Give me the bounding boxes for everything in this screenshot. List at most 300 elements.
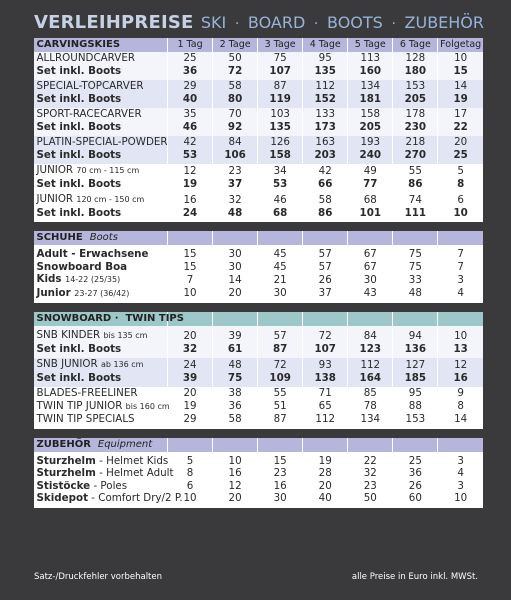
price-cell: 230 — [393, 121, 438, 134]
price-cell: 25 — [438, 149, 483, 162]
table-row — [34, 108, 484, 121]
price-cell: 13 — [438, 343, 483, 356]
price-cell: 55 — [258, 387, 303, 400]
price-cell: 39 — [168, 372, 213, 385]
section-header-zubehoer — [34, 438, 484, 452]
price-cell: 180 — [393, 65, 438, 78]
row-label: SPORT-RACECARVER — [34, 108, 168, 121]
price-cell: 12 — [438, 358, 483, 372]
price-cell: 3 — [438, 455, 483, 468]
price-cell: 270 — [393, 149, 438, 162]
price-cell: 23 — [258, 467, 303, 480]
price-cell: 5 — [168, 455, 213, 468]
footer-price-note: alle Preise in Euro inkl. MWSt. — [351, 572, 478, 582]
price-cell: 126 — [258, 136, 303, 149]
row-label-note: ab 136 cm — [100, 360, 144, 369]
price-cell: 19 — [438, 93, 483, 106]
price-cell: 111 — [393, 207, 438, 220]
price-cell: 185 — [393, 372, 438, 385]
column-header: Folgetag — [438, 38, 483, 52]
table-row — [34, 480, 484, 493]
row-label-text: Sturzhelm — [36, 454, 96, 467]
price-cell: 181 — [348, 93, 393, 106]
price-cell: 40 — [168, 93, 213, 106]
price-cell: 30 — [258, 492, 303, 505]
row-label-note: bis 160 cm — [125, 401, 170, 411]
price-cell: 25 — [168, 52, 213, 65]
price-cell: 158 — [348, 108, 393, 121]
price-cell: 68 — [258, 207, 303, 220]
section-title-text: ZUBEHÖR — [36, 438, 91, 450]
price-cell: 51 — [258, 400, 303, 414]
price-cell: 85 — [348, 387, 393, 400]
row-label: Set inkl. Boots — [34, 93, 168, 106]
price-cell: 75 — [393, 248, 438, 261]
price-cell: 112 — [303, 413, 348, 426]
price-cell: 87 — [258, 413, 303, 426]
price-cell: 178 — [393, 108, 438, 121]
price-cell: 153 — [393, 80, 438, 93]
price-cell: 29 — [168, 413, 213, 426]
row-label — [34, 273, 168, 287]
page-title — [34, 12, 484, 38]
row-label — [34, 358, 168, 372]
row-label-text: SNB KINDER — [36, 329, 101, 341]
price-cell: 10 — [438, 492, 483, 505]
price-cell: 48 — [213, 207, 258, 220]
row-label-note: 120 cm - 150 cm — [76, 195, 145, 204]
price-cell: 119 — [258, 93, 303, 106]
price-cell: 153 — [393, 413, 438, 426]
section-gap — [34, 429, 168, 438]
table-row — [34, 492, 484, 505]
price-cell: 16 — [258, 480, 303, 493]
row-label-text: Junior — [36, 286, 71, 299]
price-cell: 163 — [303, 136, 348, 149]
price-cell: 20 — [168, 329, 213, 343]
price-cell: 50 — [213, 52, 258, 65]
price-cell: 95 — [303, 52, 348, 65]
row-label-note: - Poles — [93, 479, 128, 492]
row-label-text: TWIN TIP JUNIOR — [36, 399, 123, 412]
price-cell: 164 — [348, 372, 393, 385]
price-cell: 71 — [303, 387, 348, 400]
section-title: CARVINGSKIES — [34, 38, 168, 52]
section-title — [34, 312, 184, 326]
price-cell: 12 — [168, 164, 213, 178]
price-cell: 21 — [258, 273, 303, 287]
table-row — [34, 52, 484, 65]
row-label — [34, 287, 168, 301]
price-cell: 75 — [393, 261, 438, 274]
table-row — [34, 207, 484, 220]
title-category-boots: BOOTS — [327, 13, 383, 32]
price-cell: 101 — [348, 207, 393, 220]
price-cell: 32 — [348, 467, 393, 480]
row-label — [34, 492, 183, 505]
price-cell: 57 — [258, 329, 303, 343]
price-cell: 103 — [258, 108, 303, 121]
section-title-separator: · — [114, 313, 119, 324]
price-cell: 173 — [303, 121, 348, 134]
price-cell: 86 — [393, 178, 438, 191]
price-cell: 67 — [348, 261, 393, 274]
row-label-text: SNB JUNIOR — [36, 358, 98, 370]
row-label-text: JUNIOR — [36, 164, 74, 176]
price-cell: 112 — [303, 80, 348, 93]
price-cell: 84 — [348, 329, 393, 343]
section-header-carving — [34, 38, 484, 52]
price-cell: 26 — [393, 480, 438, 493]
price-cell: 25 — [393, 455, 438, 468]
price-cell: 37 — [303, 287, 348, 301]
price-cell: 35 — [168, 108, 213, 121]
price-cell: 30 — [348, 273, 393, 287]
price-cell: 36 — [213, 400, 258, 414]
price-cell: 7 — [438, 248, 483, 261]
table-row — [34, 193, 484, 207]
price-cell: 20 — [438, 136, 483, 149]
price-cell: 136 — [393, 343, 438, 356]
price-cell: 30 — [258, 287, 303, 301]
table-row — [34, 343, 484, 356]
price-cell: 7 — [168, 273, 213, 287]
section-subtitle: Boots — [89, 232, 118, 243]
table-row — [34, 372, 484, 385]
price-cell: 30 — [213, 261, 258, 274]
price-cell: 37 — [213, 178, 258, 191]
row-label-text: JUNIOR — [36, 193, 74, 205]
price-cell: 6 — [168, 480, 213, 493]
price-cell: 87 — [258, 343, 303, 356]
price-cell: 12 — [213, 480, 258, 493]
price-cell: 16 — [168, 193, 213, 207]
price-cell: 6 — [438, 193, 483, 207]
price-cell: 53 — [258, 178, 303, 191]
row-label-text: Sturzhelm — [36, 467, 96, 479]
column-header: 4 Tage — [303, 38, 348, 52]
price-cell: 15 — [258, 455, 303, 468]
column-header: 2 Tage — [213, 38, 258, 52]
price-cell: 24 — [168, 207, 213, 220]
price-cell: 22 — [438, 121, 483, 134]
title-separator: · — [391, 16, 396, 32]
price-cell: 240 — [348, 149, 393, 162]
price-cell: 75 — [258, 52, 303, 65]
price-cell: 36 — [393, 467, 438, 480]
price-cell: 61 — [213, 343, 258, 356]
price-cell: 3 — [438, 480, 483, 493]
price-cell: 58 — [213, 413, 258, 426]
price-cell: 10 — [168, 492, 213, 505]
table-row — [34, 287, 484, 301]
price-cell: 29 — [168, 80, 213, 93]
price-cell: 205 — [393, 93, 438, 106]
price-cell: 134 — [348, 413, 393, 426]
price-cell: 218 — [393, 136, 438, 149]
price-cell: 28 — [303, 467, 348, 480]
price-cell: 158 — [258, 149, 303, 162]
price-cell: 8 — [168, 467, 213, 480]
price-cell: 7 — [438, 261, 483, 274]
price-cell: 107 — [258, 65, 303, 78]
row-label-note: 23-27 (36/42) — [74, 288, 130, 298]
table-row — [34, 400, 484, 414]
section-gap — [34, 222, 168, 231]
section-title — [34, 438, 168, 452]
section-title-text: SCHUHE — [36, 232, 83, 243]
price-cell: 3 — [438, 273, 483, 287]
table-row — [34, 65, 484, 78]
table-row — [34, 467, 484, 480]
row-label: Set inkl. Boots — [34, 121, 168, 134]
price-cell: 15 — [168, 261, 213, 274]
title-separator: · — [234, 16, 240, 32]
price-cell: 15 — [438, 65, 483, 78]
table-row — [34, 248, 484, 261]
price-cell: 75 — [213, 372, 258, 385]
price-cell: 10 — [438, 207, 483, 220]
price-cell: 14 — [213, 273, 258, 287]
row-label: Set inkl. Boots — [34, 178, 168, 191]
column-header: 5 Tage — [348, 38, 393, 52]
price-cell: 86 — [303, 207, 348, 220]
price-cell: 14 — [438, 80, 483, 93]
row-label — [34, 455, 168, 468]
price-cell: 134 — [348, 80, 393, 93]
price-cell: 36 — [168, 65, 213, 78]
section-header-snowboard — [34, 312, 484, 326]
row-label: Set inkl. Boots — [34, 343, 168, 356]
title-category-zubehoer: ZUBEHÖR — [404, 13, 485, 32]
price-cell: 135 — [303, 65, 348, 78]
price-cell: 92 — [213, 121, 258, 134]
row-label: TWIN TIP SPECIALS — [34, 413, 168, 426]
table-row — [34, 329, 484, 343]
table-row — [34, 121, 484, 134]
price-cell: 34 — [258, 164, 303, 178]
price-cell: 39 — [213, 329, 258, 343]
row-label-note: 14-22 (25/35) — [65, 275, 121, 284]
row-label: Set inkl. Boots — [34, 149, 168, 162]
price-cell: 48 — [393, 287, 438, 301]
footer-disclaimer: Satz-/Druckfehler vorbehalten — [34, 572, 163, 582]
price-cell: 16 — [438, 372, 483, 385]
row-label-note: - Comfort Dry/2 P. — [91, 492, 183, 504]
price-cell: 53 — [168, 149, 213, 162]
row-label — [34, 480, 168, 493]
row-label: ALLROUNDCARVER — [34, 52, 168, 65]
column-header: 3 Tage — [258, 38, 303, 52]
section-subtitle: Equipment — [97, 438, 153, 450]
price-cell: 78 — [348, 400, 393, 414]
row-label-text: Stistöcke — [36, 479, 91, 492]
price-cell: 8 — [438, 400, 483, 414]
price-cell: 193 — [348, 136, 393, 149]
price-cell: 46 — [168, 121, 213, 134]
price-cell: 5 — [438, 164, 483, 178]
table-row — [34, 261, 484, 274]
price-cell: 94 — [393, 329, 438, 343]
row-label — [34, 400, 168, 414]
row-label-text: Kids — [36, 273, 62, 285]
price-cell: 20 — [213, 287, 258, 301]
price-cell: 10 — [438, 329, 483, 343]
price-cell: 57 — [303, 248, 348, 261]
price-cell: 205 — [348, 121, 393, 134]
price-cell: 133 — [303, 108, 348, 121]
price-cell: 60 — [393, 492, 438, 505]
price-cell: 4 — [438, 287, 483, 301]
price-cell: 106 — [213, 149, 258, 162]
table-row — [34, 164, 484, 178]
table-row — [34, 387, 484, 400]
column-header: 1 Tag — [168, 38, 213, 52]
price-cell: 95 — [393, 387, 438, 400]
price-cell: 46 — [258, 193, 303, 207]
price-cell: 32 — [213, 193, 258, 207]
price-cell: 112 — [348, 358, 393, 372]
table-row — [34, 178, 484, 191]
row-label-note: bis 135 cm — [103, 331, 148, 340]
price-cell: 80 — [213, 93, 258, 106]
price-cell: 93 — [303, 358, 348, 372]
section-title-text: SNOWBOARD — [36, 313, 112, 324]
title-category-board: BOARD — [247, 13, 306, 32]
price-cell: 9 — [438, 387, 483, 400]
row-label: Snowboard Boa — [34, 261, 168, 274]
row-label-note: - Helmet Kids — [99, 454, 169, 467]
price-cell: 23 — [348, 480, 393, 493]
price-cell: 72 — [213, 65, 258, 78]
price-cell: 49 — [348, 164, 393, 178]
price-cell: 152 — [303, 93, 348, 106]
price-cell: 45 — [258, 248, 303, 261]
price-cell: 72 — [303, 329, 348, 343]
price-cell: 48 — [213, 358, 258, 372]
price-cell: 72 — [258, 358, 303, 372]
price-cell: 14 — [438, 413, 483, 426]
price-cell: 20 — [213, 492, 258, 505]
section-gap — [34, 303, 168, 312]
table-row — [34, 455, 484, 468]
price-cell: 26 — [303, 273, 348, 287]
price-cell: 88 — [393, 400, 438, 414]
price-cell: 19 — [168, 400, 213, 414]
price-cell: 45 — [258, 261, 303, 274]
price-cell: 74 — [393, 193, 438, 207]
price-cell: 33 — [393, 273, 438, 287]
price-cell: 24 — [168, 358, 213, 372]
price-table — [33, 38, 483, 508]
table-row — [34, 358, 484, 372]
table-row — [34, 136, 484, 149]
section-title — [34, 231, 168, 245]
price-cell: 55 — [393, 164, 438, 178]
price-cell: 20 — [303, 480, 348, 493]
price-cell: 203 — [303, 149, 348, 162]
price-cell: 77 — [348, 178, 393, 191]
price-cell: 127 — [393, 358, 438, 372]
price-cell: 20 — [168, 387, 213, 400]
price-cell: 68 — [348, 193, 393, 207]
price-cell: 128 — [393, 52, 438, 65]
row-label: SPECIAL-TOPCARVER — [34, 80, 168, 93]
price-cell: 109 — [258, 372, 303, 385]
row-label-note: 70 cm - 115 cm — [76, 166, 140, 175]
price-cell: 58 — [213, 80, 258, 93]
row-label: PLATIN-SPECIAL-POWDER — [34, 136, 168, 149]
price-cell: 10 — [438, 52, 483, 65]
price-cell: 42 — [303, 164, 348, 178]
price-cell: 30 — [213, 248, 258, 261]
price-cell: 123 — [348, 343, 393, 356]
price-cell: 17 — [438, 108, 483, 121]
table-row — [34, 149, 484, 162]
price-cell: 8 — [438, 178, 483, 191]
row-label: BLADES-FREELINER — [34, 387, 168, 400]
price-cell: 58 — [303, 193, 348, 207]
table-row — [34, 273, 484, 287]
price-cell: 50 — [348, 492, 393, 505]
price-cell: 43 — [348, 287, 393, 301]
price-cell: 138 — [303, 372, 348, 385]
price-cell: 10 — [168, 287, 213, 301]
row-label — [34, 164, 168, 178]
table-row — [34, 413, 484, 426]
title-separator: · — [313, 16, 319, 32]
price-cell: 67 — [348, 248, 393, 261]
price-cell: 70 — [213, 108, 258, 121]
row-spacer — [34, 505, 168, 508]
price-cell: 15 — [168, 248, 213, 261]
price-cell: 23 — [213, 164, 258, 178]
row-label: Set inkl. Boots — [34, 372, 168, 385]
row-label — [34, 329, 168, 343]
price-cell: 135 — [258, 121, 303, 134]
price-cell: 66 — [303, 178, 348, 191]
row-label: Set inkl. Boots — [34, 207, 168, 220]
title-category-ski: SKI — [200, 13, 227, 32]
price-cell: 22 — [348, 455, 393, 468]
price-cell: 107 — [303, 343, 348, 356]
price-cell: 57 — [303, 261, 348, 274]
price-cell: 19 — [303, 455, 348, 468]
row-label — [34, 193, 168, 207]
section-header-schuhe — [34, 231, 484, 245]
row-label: Set inkl. Boots — [34, 65, 168, 78]
row-label — [34, 467, 174, 480]
row-label-text: Skidepot — [36, 492, 89, 504]
row-label: Adult - Erwachsene — [34, 248, 168, 261]
section-subtitle: TWIN TIPS — [125, 313, 184, 324]
title-main: VERLEIHPREISE — [34, 12, 194, 33]
price-cell: 4 — [438, 467, 483, 480]
row-label-note: - Helmet Adult — [99, 467, 174, 479]
price-cell: 38 — [213, 387, 258, 400]
price-cell: 40 — [303, 492, 348, 505]
price-cell: 32 — [168, 343, 213, 356]
price-cell: 65 — [303, 400, 348, 414]
table-row — [34, 80, 484, 93]
price-cell: 19 — [168, 178, 213, 191]
price-cell: 160 — [348, 65, 393, 78]
price-cell: 87 — [258, 80, 303, 93]
price-cell: 113 — [348, 52, 393, 65]
price-cell: 10 — [213, 455, 258, 468]
price-cell: 16 — [213, 467, 258, 480]
price-cell: 84 — [213, 136, 258, 149]
